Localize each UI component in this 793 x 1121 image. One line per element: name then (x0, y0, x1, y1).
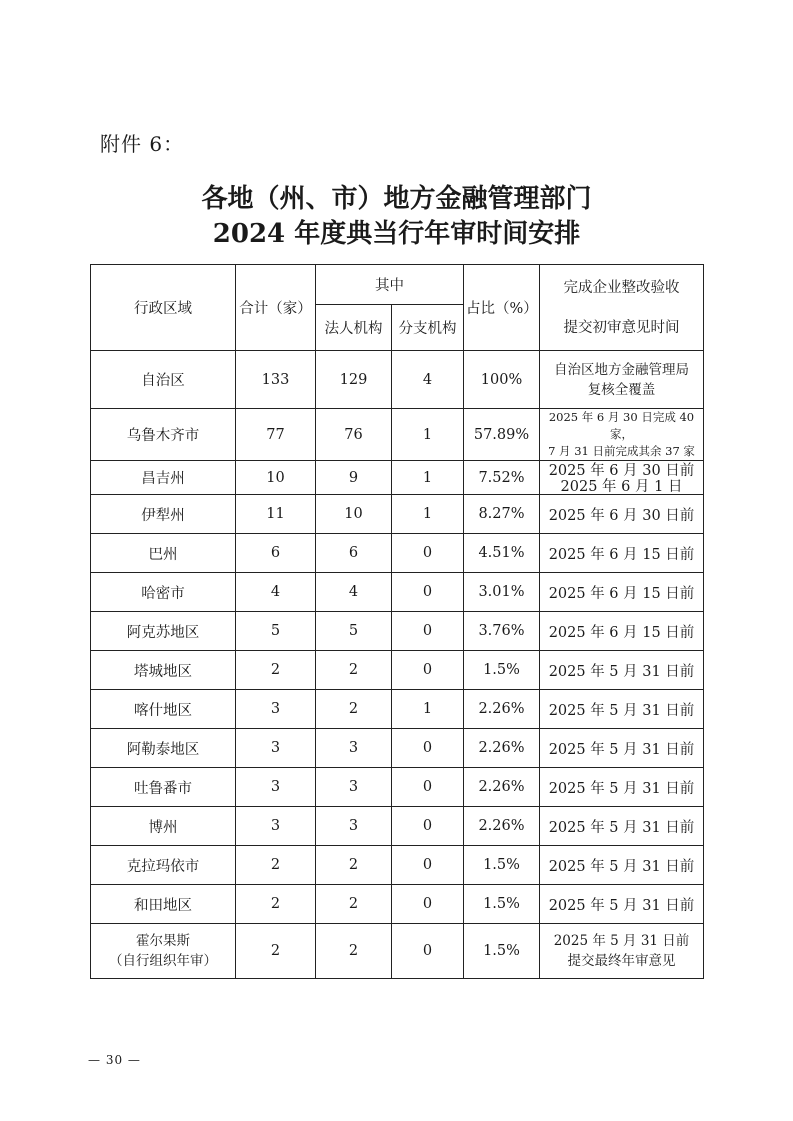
total-cell (236, 534, 316, 573)
branch-text: 0 (422, 857, 433, 873)
header-deadline-line2: 提交初审意见时间 (563, 319, 680, 336)
legal-cell (316, 690, 392, 729)
deadline-text: 2025 年 6 月 30 日完成 40 家， (548, 410, 695, 441)
region-cell (91, 409, 236, 461)
share-text: 8.27% (478, 506, 525, 522)
branch-text: 0 (422, 584, 433, 600)
deadline-cell (540, 495, 704, 534)
page-number: — 30 — (88, 1053, 141, 1067)
legal-text: 3 (348, 740, 359, 756)
table-row (91, 409, 704, 461)
branch-cell (392, 924, 464, 979)
share-cell (464, 885, 540, 924)
total-cell (236, 807, 316, 846)
region-text: 乌鲁木齐市 (126, 428, 200, 444)
branch-text: 0 (422, 740, 433, 756)
legal-cell (316, 846, 392, 885)
region-text: 巴州 (148, 546, 178, 563)
share-cell (464, 807, 540, 846)
branch-text: 1 (422, 469, 433, 486)
table-row (91, 846, 704, 885)
legal-cell (316, 409, 392, 461)
total-text: 2 (270, 662, 281, 678)
table-row (91, 651, 704, 690)
deadline-text: 2025 年 5 月 31 日前 (553, 933, 690, 949)
deadline-text: 2025 年 6 月 15 日前 (548, 624, 695, 641)
branch-text: 0 (422, 818, 433, 834)
total-cell (236, 573, 316, 612)
deadline-cell (540, 461, 704, 495)
region-cell (91, 534, 236, 573)
header-share: 占比（%） (464, 265, 540, 351)
deadline-cell (540, 651, 704, 690)
branch-text: 1 (422, 426, 433, 443)
legal-text: 2 (348, 896, 359, 912)
region-text: 喀什地区 (134, 702, 192, 719)
share-text: 100% (480, 371, 523, 388)
total-text: 3 (270, 701, 281, 717)
deadline-cell (540, 885, 704, 924)
legal-cell (316, 495, 392, 534)
document-title-line2: 2024 年度典当行年审时间安排 (212, 219, 581, 249)
share-cell (464, 924, 540, 979)
region-text: 吐鲁番市 (134, 780, 192, 797)
deadline-cell (540, 729, 704, 768)
region-cell (91, 768, 236, 807)
header-legal: 法人机构 (316, 305, 392, 351)
share-cell (464, 612, 540, 651)
total-text: 11 (266, 506, 285, 522)
total-cell (236, 729, 316, 768)
share-text: 4.51% (478, 545, 525, 561)
header-deadline (540, 265, 704, 351)
branch-cell (392, 885, 464, 924)
table-row (91, 690, 704, 729)
deadline-text: 7 月 31 日前完成其余 37 家 (548, 444, 695, 458)
region-cell (91, 924, 236, 979)
deadline-text: 自治区地方金融管理局 (554, 361, 689, 378)
legal-text: 2 (348, 701, 359, 717)
legal-cell (316, 729, 392, 768)
share-text: 1.5% (483, 896, 520, 912)
legal-cell (316, 461, 392, 495)
legal-text: 129 (339, 371, 368, 388)
region-cell (91, 573, 236, 612)
table-row (91, 612, 704, 651)
deadline-text: 提交最终年审意见 (567, 953, 676, 969)
region-text: 阿克苏地区 (126, 624, 200, 641)
region-text: 克拉玛依市 (126, 858, 200, 875)
share-text: 2.26% (478, 740, 525, 756)
total-text: 4 (270, 584, 281, 600)
deadline-text: 复核全覆盖 (587, 381, 656, 398)
legal-text: 6 (348, 545, 359, 561)
branch-cell (392, 846, 464, 885)
share-cell (464, 573, 540, 612)
branch-text: 4 (422, 371, 433, 388)
share-text: 2.26% (478, 779, 525, 795)
share-cell (464, 651, 540, 690)
region-text: 阿勒泰地区 (126, 741, 200, 758)
share-text: 2.26% (478, 701, 525, 717)
branch-text: 0 (422, 943, 433, 959)
deadline-cell (540, 768, 704, 807)
deadline-text: 2025 年 5 月 31 日前 (548, 858, 695, 875)
branch-cell (392, 612, 464, 651)
region-text: 哈密市 (141, 585, 185, 602)
total-cell (236, 461, 316, 495)
header-region: 行政区域 (91, 265, 236, 351)
share-text: 1.5% (483, 857, 520, 873)
region-cell (91, 461, 236, 495)
region-cell (91, 729, 236, 768)
legal-text: 10 (344, 506, 363, 522)
region-cell (91, 651, 236, 690)
share-cell (464, 729, 540, 768)
total-text: 77 (266, 426, 285, 443)
table-row (91, 768, 704, 807)
deadline-text: 2025 年 5 月 31 日前 (548, 741, 695, 758)
deadline-cell (540, 690, 704, 729)
total-text: 10 (266, 469, 285, 486)
region-text: 塔城地区 (134, 663, 192, 680)
deadline-text: 2025 年 5 月 31 日前 (548, 819, 695, 836)
region-cell (91, 807, 236, 846)
total-text: 5 (270, 623, 281, 639)
share-cell (464, 768, 540, 807)
region-text: 博州 (148, 819, 178, 836)
branch-cell (392, 651, 464, 690)
table-row (91, 495, 704, 534)
deadline-cell (540, 612, 704, 651)
share-text: 3.76% (478, 623, 525, 639)
total-cell (236, 409, 316, 461)
deadline-text: 2025 年 6 月 30 日前 (548, 507, 695, 524)
legal-text: 76 (344, 426, 363, 443)
header-branch: 分支机构 (392, 305, 464, 351)
total-text: 3 (270, 818, 281, 834)
total-cell (236, 885, 316, 924)
legal-cell (316, 534, 392, 573)
deadline-cell (540, 534, 704, 573)
deadline-cell (540, 351, 704, 409)
region-cell (91, 885, 236, 924)
deadline-text: 2025 年 6 月 15 日前 (548, 546, 695, 563)
total-text: 2 (270, 896, 281, 912)
branch-cell (392, 573, 464, 612)
header-deadline-line1: 完成企业整改验收 (563, 279, 680, 296)
total-cell (236, 690, 316, 729)
region-text: 伊犁州 (141, 507, 185, 524)
total-cell (236, 846, 316, 885)
deadline-text: 2025 年 5 月 31 日前 (548, 780, 695, 797)
deadline-cell (540, 846, 704, 885)
header-among: 其中 (316, 265, 464, 305)
region-text: 自治区 (141, 373, 185, 389)
legal-cell (316, 573, 392, 612)
branch-cell (392, 690, 464, 729)
share-cell (464, 846, 540, 885)
total-cell (236, 612, 316, 651)
legal-cell (316, 807, 392, 846)
deadline-text: 2025 年 6 月 30 日前 (548, 463, 695, 479)
branch-cell (392, 768, 464, 807)
share-text: 1.5% (483, 943, 520, 959)
region-cell (91, 846, 236, 885)
deadline-text: 2025 年 6 月 15 日前 (548, 585, 695, 602)
legal-cell (316, 351, 392, 409)
schedule-table (90, 264, 704, 979)
share-text: 7.52% (478, 469, 525, 486)
share-cell (464, 351, 540, 409)
deadline-text: 2025 年 5 月 31 日前 (548, 663, 695, 680)
branch-text: 0 (422, 623, 433, 639)
legal-text: 5 (348, 623, 359, 639)
region-cell (91, 612, 236, 651)
total-cell (236, 924, 316, 979)
total-cell (236, 768, 316, 807)
deadline-cell (540, 409, 704, 461)
total-cell (236, 495, 316, 534)
legal-cell (316, 885, 392, 924)
legal-text: 3 (348, 818, 359, 834)
document-title-line1: 各地（州、市）地方金融管理部门 (201, 184, 592, 214)
legal-text: 2 (348, 857, 359, 873)
table-row (91, 729, 704, 768)
branch-cell (392, 409, 464, 461)
legal-cell (316, 612, 392, 651)
share-text: 3.01% (478, 584, 525, 600)
branch-cell (392, 351, 464, 409)
legal-cell (316, 768, 392, 807)
legal-text: 9 (348, 469, 359, 486)
attachment-label: 附件 6： (100, 132, 185, 156)
branch-text: 1 (422, 701, 433, 717)
header-total: 合计（家） (236, 265, 316, 351)
branch-text: 0 (422, 662, 433, 678)
deadline-cell (540, 807, 704, 846)
share-cell (464, 461, 540, 495)
total-cell (236, 351, 316, 409)
region-text: 和田地区 (134, 897, 192, 914)
legal-text: 3 (348, 779, 359, 795)
region-text: 昌吉州 (141, 471, 185, 487)
total-text: 2 (270, 943, 281, 959)
legal-cell (316, 924, 392, 979)
total-text: 3 (270, 740, 281, 756)
total-text: 6 (270, 545, 281, 561)
legal-text: 2 (348, 943, 359, 959)
deadline-text: 2025 年 5 月 31 日前 (548, 702, 695, 719)
share-text: 2.26% (478, 818, 525, 834)
total-text: 133 (261, 371, 290, 388)
table-row (91, 534, 704, 573)
branch-text: 1 (422, 506, 433, 522)
share-text: 1.5% (483, 662, 520, 678)
branch-cell (392, 461, 464, 495)
total-text: 3 (270, 779, 281, 795)
deadline-clip (542, 461, 701, 494)
table-row (91, 807, 704, 846)
table-row (91, 351, 704, 409)
branch-cell (392, 807, 464, 846)
share-text: 57.89% (473, 426, 530, 443)
region-cell (91, 351, 236, 409)
share-cell (464, 409, 540, 461)
region-text: 霍尔果斯 (136, 933, 190, 949)
legal-cell (316, 651, 392, 690)
table-row (91, 885, 704, 924)
share-cell (464, 534, 540, 573)
deadline-cell (540, 924, 704, 979)
region-cell (91, 690, 236, 729)
region-cell (91, 495, 236, 534)
table-row (91, 924, 704, 979)
deadline-cell (540, 573, 704, 612)
branch-text: 0 (422, 779, 433, 795)
branch-cell (392, 495, 464, 534)
table-row (91, 573, 704, 612)
branch-text: 0 (422, 896, 433, 912)
branch-text: 0 (422, 545, 433, 561)
legal-text: 2 (348, 662, 359, 678)
deadline-text: 2025 年 6 月 1 日 (560, 479, 683, 494)
branch-cell (392, 534, 464, 573)
share-cell (464, 690, 540, 729)
legal-text: 4 (348, 584, 359, 600)
table-row (91, 461, 704, 495)
total-text: 2 (270, 857, 281, 873)
total-cell (236, 651, 316, 690)
branch-cell (392, 729, 464, 768)
share-cell (464, 495, 540, 534)
deadline-text: 2025 年 5 月 31 日前 (548, 897, 695, 914)
region-text: （自行组织年审） (109, 953, 217, 969)
